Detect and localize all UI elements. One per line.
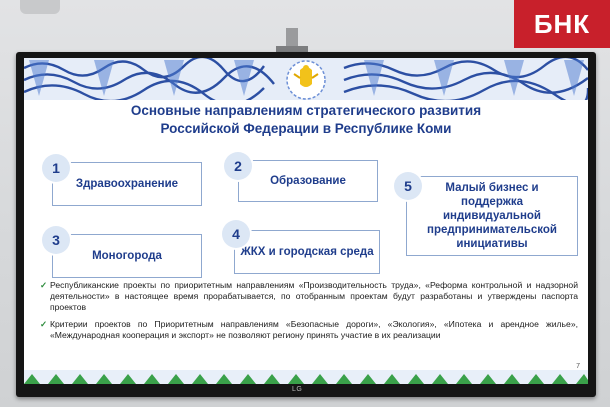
direction-card-2 <box>238 160 378 202</box>
ceiling-fixture <box>20 0 60 14</box>
direction-card-3 <box>52 234 202 278</box>
ornament-footer <box>24 370 588 384</box>
direction-card-label: Образование <box>270 175 346 187</box>
direction-number-5: 5 <box>394 172 422 200</box>
direction-card-5 <box>406 176 578 256</box>
direction-card-label: ЖКХ и городская среда <box>240 246 374 258</box>
bullet-list <box>42 280 578 347</box>
page-number: 7 <box>576 363 580 370</box>
direction-card-1 <box>52 162 202 206</box>
watermark-logo: БНК <box>514 0 610 48</box>
direction-number-4: 4 <box>222 220 250 248</box>
ornament-header <box>24 58 588 100</box>
presentation-slide <box>24 58 588 384</box>
direction-number-2: 2 <box>224 152 252 180</box>
slide-title-line2: Российской Федерации в Республике Коми <box>160 121 452 136</box>
check-icon: ✓ <box>40 280 48 290</box>
bullet-item: ✓ Республиканские проекты по приоритетным направлениям «Производительность труда», «Реформа контрольной и надзорной деятельности» в настоящее время прорабатывается, по отобранным проектам будут разработаны и утверждены паспорта проектов <box>40 280 578 312</box>
direction-card-4 <box>234 230 380 274</box>
tv-frame <box>16 52 596 397</box>
direction-card-label: Здравоохранение <box>75 178 179 190</box>
direction-card-label: Малый бизнес и поддержка индивидуальной предпринимательской инициативы <box>427 182 557 250</box>
direction-number-1: 1 <box>42 154 70 182</box>
tv-brand-logo: LG <box>292 386 303 393</box>
direction-number-3: 3 <box>42 226 70 254</box>
slide-title <box>24 102 588 138</box>
direction-card-label: Моногорода <box>92 250 162 262</box>
slide-title-line1: Основные направлениям стратегического развития <box>130 103 482 118</box>
check-icon: ✓ <box>40 319 48 329</box>
bullet-item: ✓ Критерии проектов по Приоритетным направлениям «Безопасные дороги», «Экология», «Ипотека и арендное жилье», «Международная кооперация и экспорт» не позволяют региону принять участие в их реализации <box>40 319 578 340</box>
